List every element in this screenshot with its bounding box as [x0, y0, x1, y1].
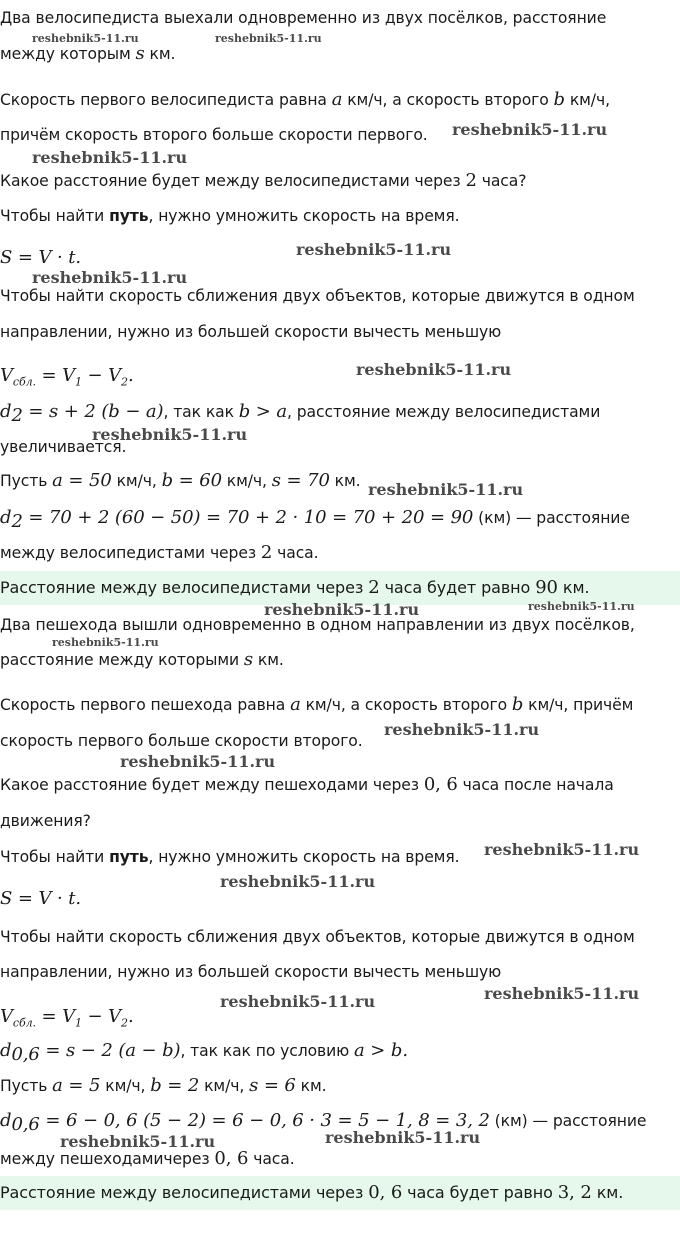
given-values: Пусть a = 50 км/ч, b = 60 км/ч, s = 70 км.	[0, 470, 361, 491]
solution-line: $d_{0,6} = 6 - 0$, 6 (5 − 2) = 6 − 0, 6 · 3 = 5 − 1, 8 = 3, 2 (км) — расстояние	[0, 1110, 647, 1136]
problem-text: скорость первого больше скорости второго.	[0, 732, 363, 750]
problem-text: между которым s км.	[0, 43, 176, 64]
watermark: reshebnik5-11.ru	[60, 1132, 216, 1151]
watermark: reshebnik5-11.ru	[384, 720, 540, 739]
rule-text: направлении, нужно из большей скорости вычесть меньшую	[0, 963, 502, 981]
watermark: reshebnik5-11.ru	[264, 600, 420, 619]
rule-text: Чтобы найти скорость сближения двух объектов, которые движутся в одном	[0, 928, 635, 946]
solution-line: между велосипедистами через 2 часа.	[0, 542, 319, 563]
problem-text: причём скорость второго больше скорости первого.	[0, 126, 428, 144]
answer-text: Расстояние между велосипедистами через 0, 6 часа будет равно 3, 2 км.	[0, 1182, 624, 1203]
rule-text: Чтобы найти скорость сближения двух объектов, которые движутся в одном	[0, 287, 635, 305]
watermark: reshebnik5-11.ru	[452, 120, 608, 139]
problem-text: Два велосипедиста выехали одновременно из двух посёлков, расстояние	[0, 9, 607, 27]
watermark: reshebnik5-11.ru	[215, 32, 322, 45]
solution-line: увеличивается.	[0, 438, 127, 456]
watermark: reshebnik5-11.ru	[32, 32, 139, 45]
watermark: reshebnik5-11.ru	[120, 752, 276, 771]
given-values: Пусть a = 5 км/ч, b = 2 км/ч, s = 6 км.	[0, 1075, 327, 1096]
solution-line: $d_2 = s + 2$ (b − a), так как b > a, расстояние между велосипедистами	[0, 401, 601, 427]
watermark: reshebnik5-11.ru	[220, 992, 376, 1011]
solution-line: $d_2 = 70 + 2$ (60 − 50) = 70 + 2 · 10 = 70 + 20 = 90 (км) — расстояние	[0, 507, 630, 533]
rule-text: направлении, нужно из большей скорости вычесть меньшую	[0, 323, 502, 341]
answer-text: Расстояние между велосипедистами через 2 часа будет равно 90 км.	[0, 577, 590, 598]
watermark: reshebnik5-11.ru	[296, 240, 452, 259]
watermark: reshebnik5-11.ru	[52, 636, 159, 649]
formula: S = V · t.	[0, 247, 81, 268]
solution-line: между пешеходамичерез 0, 6 часа.	[0, 1148, 295, 1169]
watermark: reshebnik5-11.ru	[325, 1128, 481, 1147]
solution-line: $d_{0,6} = s - 2$ (a − b), так как по условию a > b.	[0, 1040, 408, 1066]
problem-text: Скорость первого пешехода равна a км/ч, а скорость второго b км/ч, причём	[0, 694, 634, 715]
formula: $V_{сбл.} = V_1 - V_2$.	[0, 1006, 134, 1030]
watermark: reshebnik5-11.ru	[32, 268, 188, 287]
watermark: reshebnik5-11.ru	[356, 360, 512, 379]
watermark: reshebnik5-11.ru	[368, 480, 524, 499]
problem-text: Два пешехода вышли одновременно в одном направлении из двух посёлков,	[0, 616, 635, 634]
formula: $V_{сбл.} = V_1 - V_2$.	[0, 365, 134, 389]
problem-text: расстояние между которыми s км.	[0, 649, 284, 670]
question-text: Какое расстояние будет между велосипедистами через 2 часа?	[0, 170, 527, 191]
rule-text: Чтобы найти путь, нужно умножить скорость на время.	[0, 207, 460, 225]
formula: S = V · t.	[0, 888, 81, 909]
watermark: reshebnik5-11.ru	[32, 148, 188, 167]
watermark: reshebnik5-11.ru	[484, 840, 640, 859]
rule-text: Чтобы найти путь, нужно умножить скорость на время.	[0, 848, 460, 866]
watermark: reshebnik5-11.ru	[92, 425, 248, 444]
question-text: движения?	[0, 812, 91, 830]
question-text: Какое расстояние будет между пешеходами через 0, 6 часа после начала	[0, 774, 614, 795]
watermark: reshebnik5-11.ru	[484, 984, 640, 1003]
watermark: reshebnik5-11.ru	[220, 872, 376, 891]
watermark: reshebnik5-11.ru	[528, 600, 635, 613]
problem-text: Скорость первого велосипедиста равна a км/ч, а скорость второго b км/ч,	[0, 89, 610, 110]
